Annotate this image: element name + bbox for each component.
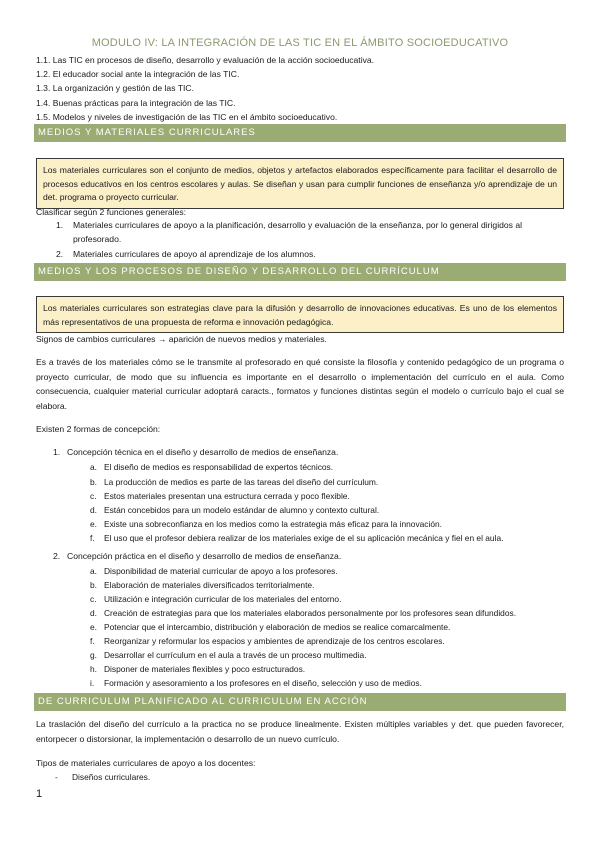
list-item: - Diseños curriculares.: [55, 772, 151, 782]
curriculum-paragraph: La traslación del diseño del currículo a la practica no se produce linealmente. Existen múltiples variables y det. que pueden favorecer, entorpecer o distorsionar, la implementación o desarrollo de un nuevo currículo.: [36, 719, 564, 744]
function-item: [56, 248, 564, 262]
toc-item: 1.5. Modelos y niveles de investigación de las TIC en el ámbito socioeducativo.: [36, 111, 338, 122]
function-text: Materiales curriculares de apoyo al aprendizaje de los alumnos.: [73, 249, 316, 259]
conception-practical-title: 2. Concepción práctica en el diseño y desarrollo de medios de enseñanza.: [53, 551, 342, 561]
function-text: Materiales curriculares de apoyo a la planificación, desarrollo y evaluación de la enseñanza, por lo general dirigidos al profesorado.: [73, 220, 523, 244]
function-number: 2.: [56, 249, 64, 259]
list-item: f. Reorganizar y reformular los espacios y ambientes de aprendizaje de los centros escolares.: [90, 636, 445, 646]
list-item: a. El diseño de medios es responsabilidad de expertos técnicos.: [90, 462, 334, 472]
toc-item: 1.3. La organización y gestión de las TIC.: [36, 83, 194, 94]
forms-label: Existen 2 formas de concepción:: [36, 424, 161, 434]
materials-paragraph: Es a través de los materiales cómo se le transmite al profesorado en qué consiste la filosofía y contenido pedagógico de un programa o proyecto curricular, de modo que su influencia es importante en el desarrollo o implementación del currículo en el aula. Como consecuencia, cualquier material curricular adoptará caracts., formatos y funciones distintas según el modelo o currículo bajo el cual se elabora.: [36, 357, 564, 411]
list-item: c. Estos materiales presentan una estructura cerrada y poco flexible.: [90, 491, 350, 501]
list-item: g. Desarrollar el currículum en el aula a través de un proceso multimedia.: [90, 650, 367, 660]
list-item: a. Disponibilidad de material curricular de apoyo a los profesores.: [90, 566, 338, 576]
signs-text: Signos de cambios curriculares → aparición de nuevos medios y materiales.: [36, 334, 327, 344]
classify-label: Clasificar según 2 funciones generales:: [36, 207, 187, 217]
list-item: e. Existe una sobreconfianza en los medios como la estrategia más eficaz para la innovación.: [90, 519, 442, 529]
conception-number: 2.: [53, 551, 61, 561]
list-item: f. El uso que el profesor debiera realizar de los materiales exige de el su aplicación mecánica y fiel en el aula.: [90, 533, 504, 543]
list-item: h. Disponer de materiales flexibles y poco estructurados.: [90, 664, 306, 674]
list-item: c. Utilización e integración curricular de los materiales del entorno.: [90, 594, 342, 604]
conception-technical-title: 1. Concepción técnica en el diseño y desarrollo de medios de enseñanza.: [53, 447, 339, 457]
section-heading-procesos-diseno: MEDIOS Y LOS PROCESOS DE DISEÑO Y DESARROLLO DEL CURRÍCULUM: [34, 263, 566, 281]
strategies-box: Los materiales curriculares son estrategias clave para la difusión y desarrollo de innovaciones educativas. Es uno de los elementos más representativos de una propuesta de reforma e innovación pedagógica.: [36, 296, 564, 333]
function-number: 1.: [56, 220, 64, 230]
list-item: b. Elaboración de materiales diversificados territorialmente.: [90, 580, 315, 590]
list-item: b. La producción de medios es parte de las tareas del diseño del currículum.: [90, 477, 379, 487]
page-number: 1: [36, 788, 43, 800]
function-item: [56, 219, 564, 246]
list-item: d. Creación de estrategias para que los materiales elaborados personalmente por los profesores sean difundidos.: [90, 608, 517, 618]
section-heading-medios-materiales: MEDIOS Y MATERIALES CURRICULARES: [34, 124, 566, 142]
definition-box: Los materiales curriculares son el conjunto de medios, objetos y artefactos elaborados específicamente para facilitar el desarrollo de procesos educativos en los centros escolares y aulas. Se diseñan y usan para cumplir funciones de enseñanza y/o aprendizaje de un det. programa o proyecto curricular.: [36, 158, 564, 209]
toc-item: 1.2. El educador social ante la integración de las TIC.: [36, 69, 240, 80]
list-item: e. Potenciar que el intercambio, distribución y elaboración de medios se realice comarcalmente.: [90, 622, 451, 632]
section-heading-curriculum-accion: DE CURRICULUM PLANIFICADO AL CURRICULUM EN ACCIÓN: [34, 693, 566, 711]
types-label: Tipos de materiales curriculares de apoyo a los docentes:: [36, 758, 256, 768]
list-item: d. Están concebidos para un modelo estándar de alumno y contexto cultural.: [90, 505, 380, 515]
conception-number: 1.: [53, 447, 61, 457]
table-of-contents: [36, 53, 576, 124]
toc-item: 1.1. Las TIC en procesos de diseño, desarrollo y evaluación de la acción socioeducativa.: [36, 55, 375, 65]
list-item: i. Formación y asesoramiento a los profesores en el diseño, selección y uso de medios.: [90, 678, 422, 688]
toc-item: 1.4. Buenas prácticas para la integración de las TIC.: [36, 97, 236, 108]
module-title: MODULO IV: LA INTEGRACIÓN DE LAS TIC EN EL ÁMBITO SOCIOEDUCATIVO: [91, 37, 509, 49]
